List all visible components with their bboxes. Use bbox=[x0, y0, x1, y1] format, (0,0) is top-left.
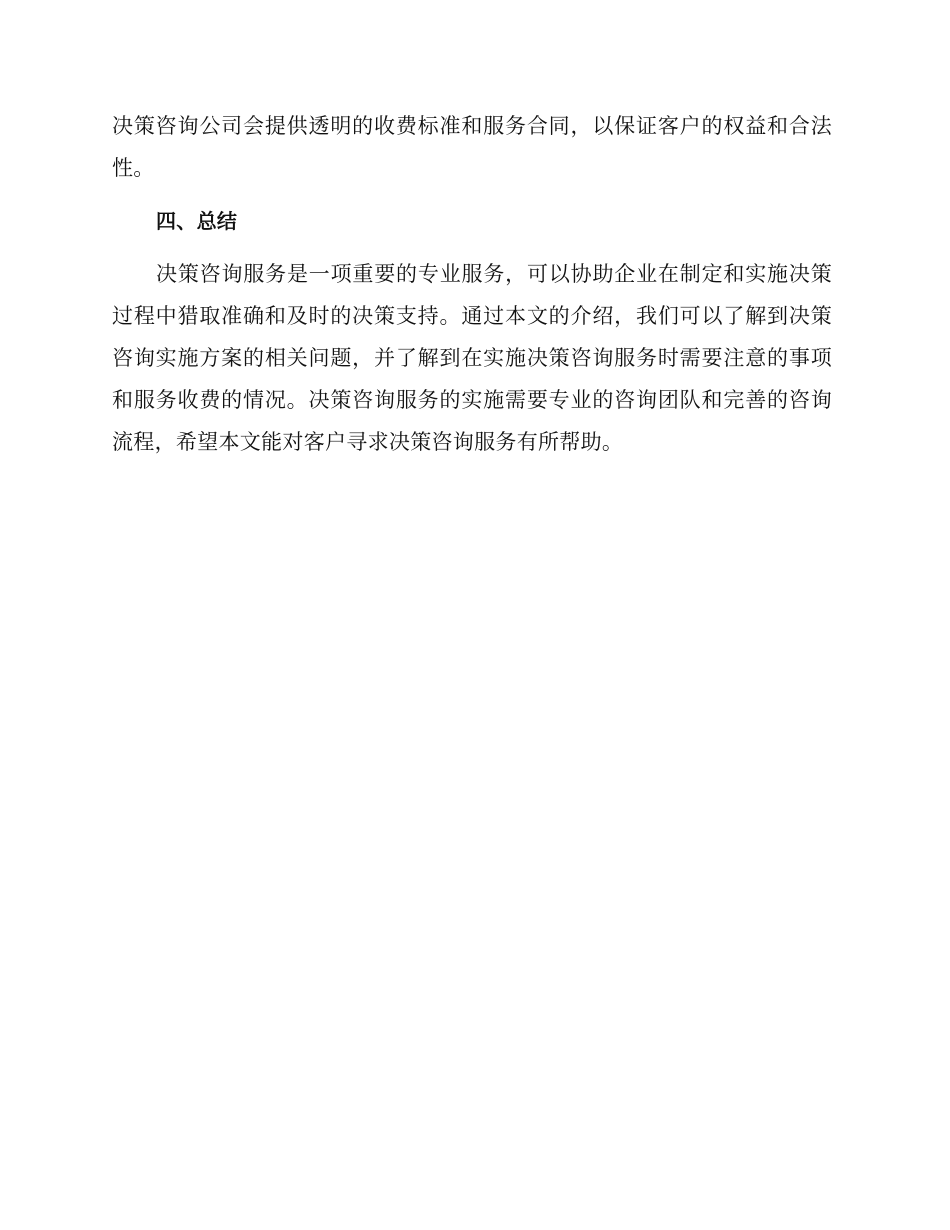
summary-paragraph: 决策咨询服务是一项重要的专业服务，可以协助企业在制定和实施决策过程中猎取准确和及时的决策支持。通过本文的介绍，我们可以了解到决策咨询实施方案的相关问题，并了解到在实施决策咨询服务时需要注意的事项和服务收费的情况。决策咨询服务的实施需要专业的咨询团队和完善的咨询流程，希望本文能对客户寻求决策咨询服务有所帮助。 bbox=[112, 262, 832, 454]
continuation-paragraph: 决策咨询公司会提供透明的收费标准和服务合同，以保证客户的权益和合法性。 bbox=[112, 114, 832, 180]
document-body bbox=[112, 105, 832, 463]
section-heading-summary: 四、总结 bbox=[156, 209, 238, 233]
